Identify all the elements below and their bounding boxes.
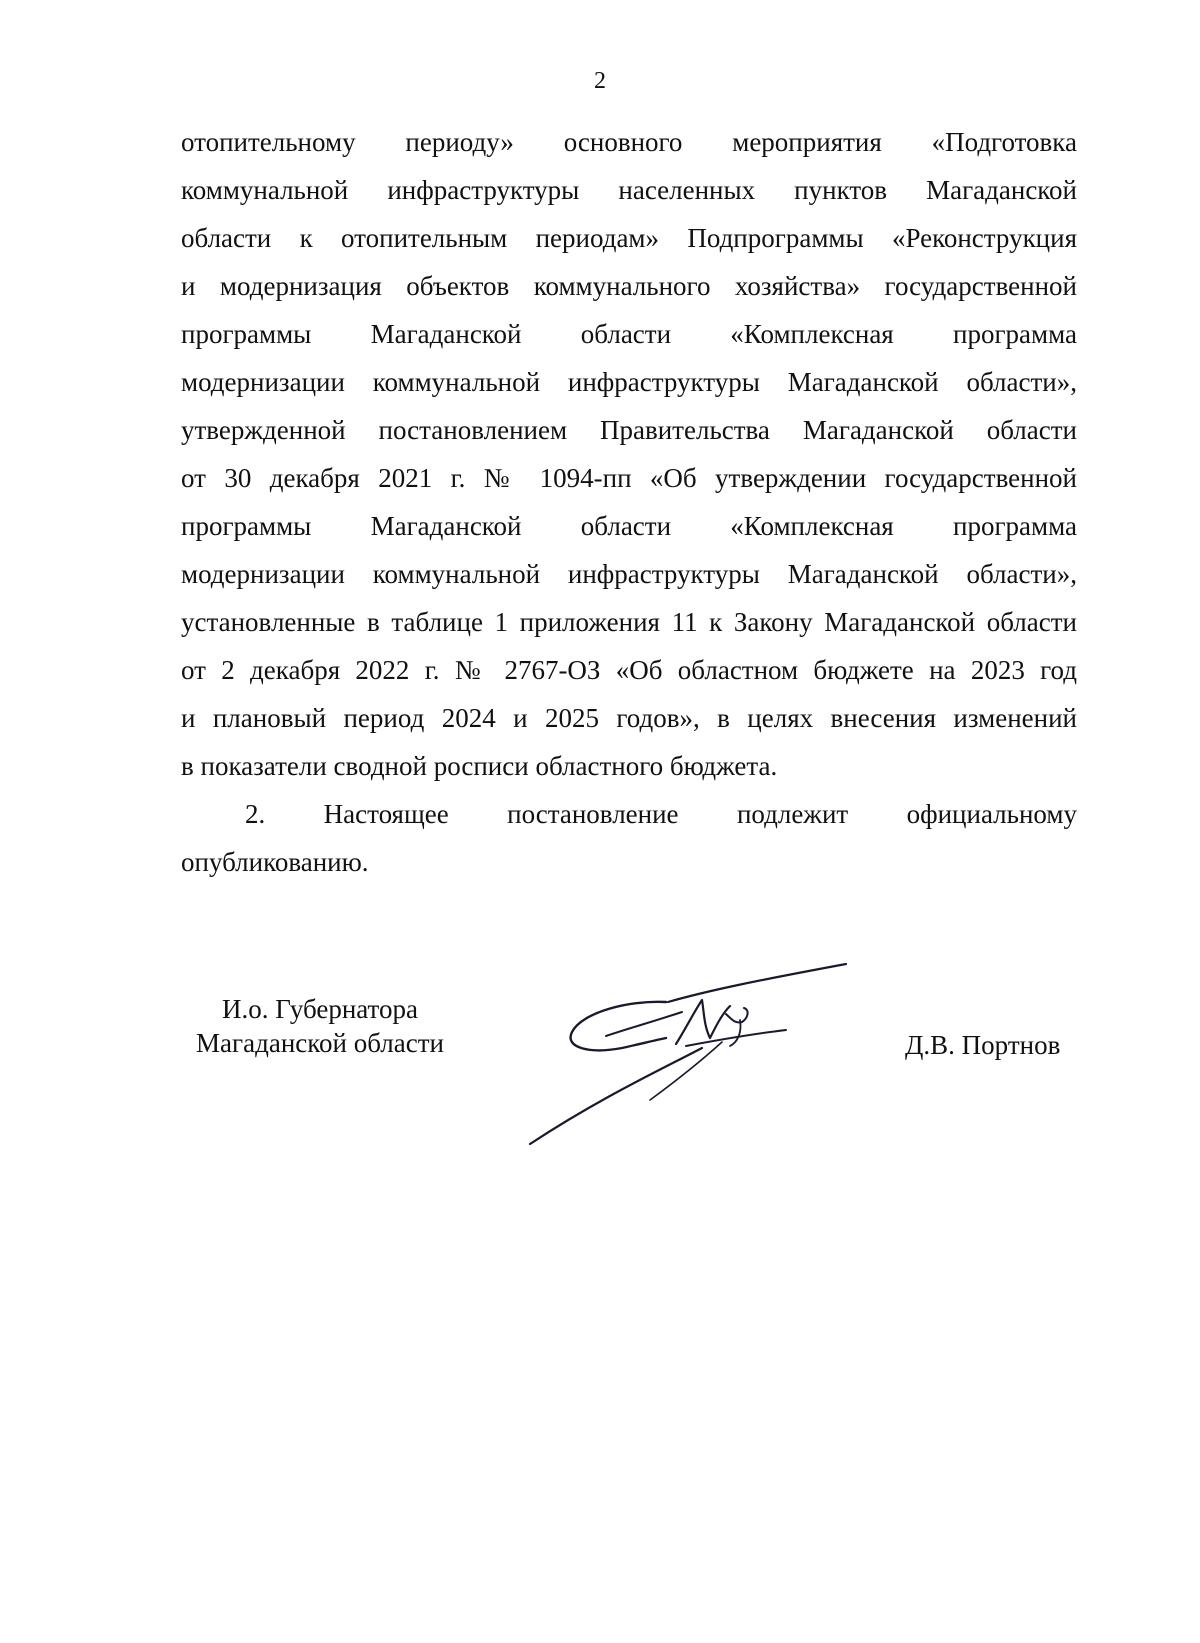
- text-line: установленные в таблице 1 приложения 11 к Закону Магаданской области: [181, 607, 1077, 637]
- text-line: модернизации коммунальной инфраструктуры Магаданской области»,: [181, 367, 1077, 397]
- signer-title-line-1: И.о. Губернатора: [221, 994, 418, 1024]
- text-line: программы Магаданской области «Комплексная программа: [181, 511, 1077, 541]
- page-number: 2: [594, 68, 606, 94]
- text-line: коммунальной инфраструктуры населенных пунктов Магаданской: [181, 175, 1077, 205]
- text-line: отопительному периоду» основного мероприятия «Подготовка: [181, 127, 1077, 157]
- text-line: и модернизация объектов коммунального хозяйства» государственной: [181, 271, 1077, 301]
- text-line: от 2 декабря 2022 г. № 2767-ОЗ «Об областном бюджете на 2023 год: [181, 655, 1077, 685]
- signature-block: [0, 950, 1200, 1170]
- text-line: опубликованию.: [181, 847, 369, 877]
- signer-title-line-2: Магаданской области: [196, 1028, 444, 1058]
- text-line: модернизации коммунальной инфраструктуры Магаданской области»,: [181, 559, 1077, 589]
- handwritten-signature: [490, 950, 860, 1150]
- signer-name: Д.В. Портнов: [905, 1030, 1061, 1060]
- signer-title: [175, 992, 465, 1060]
- document-body: [181, 118, 1077, 886]
- paragraph-2: [181, 790, 1077, 886]
- text-line: области к отопительным периодам» Подпрограммы «Реконструкция: [181, 223, 1077, 253]
- text-line: в показатели сводной росписи областного бюджета.: [181, 751, 778, 781]
- text-line: и плановый период 2024 и 2025 годов», в целях внесения изменений: [181, 703, 1077, 733]
- text-line: программы Магаданской области «Комплексная программа: [181, 319, 1077, 349]
- text-line: от 30 декабря 2021 г. № 1094-пп «Об утверждении государственной: [181, 463, 1077, 493]
- text-line: утвержденной постановлением Правительства Магаданской области: [181, 415, 1077, 445]
- paragraph-1: [181, 118, 1077, 790]
- text-line: 2. Настоящее постановление подлежит официальному: [245, 799, 1077, 829]
